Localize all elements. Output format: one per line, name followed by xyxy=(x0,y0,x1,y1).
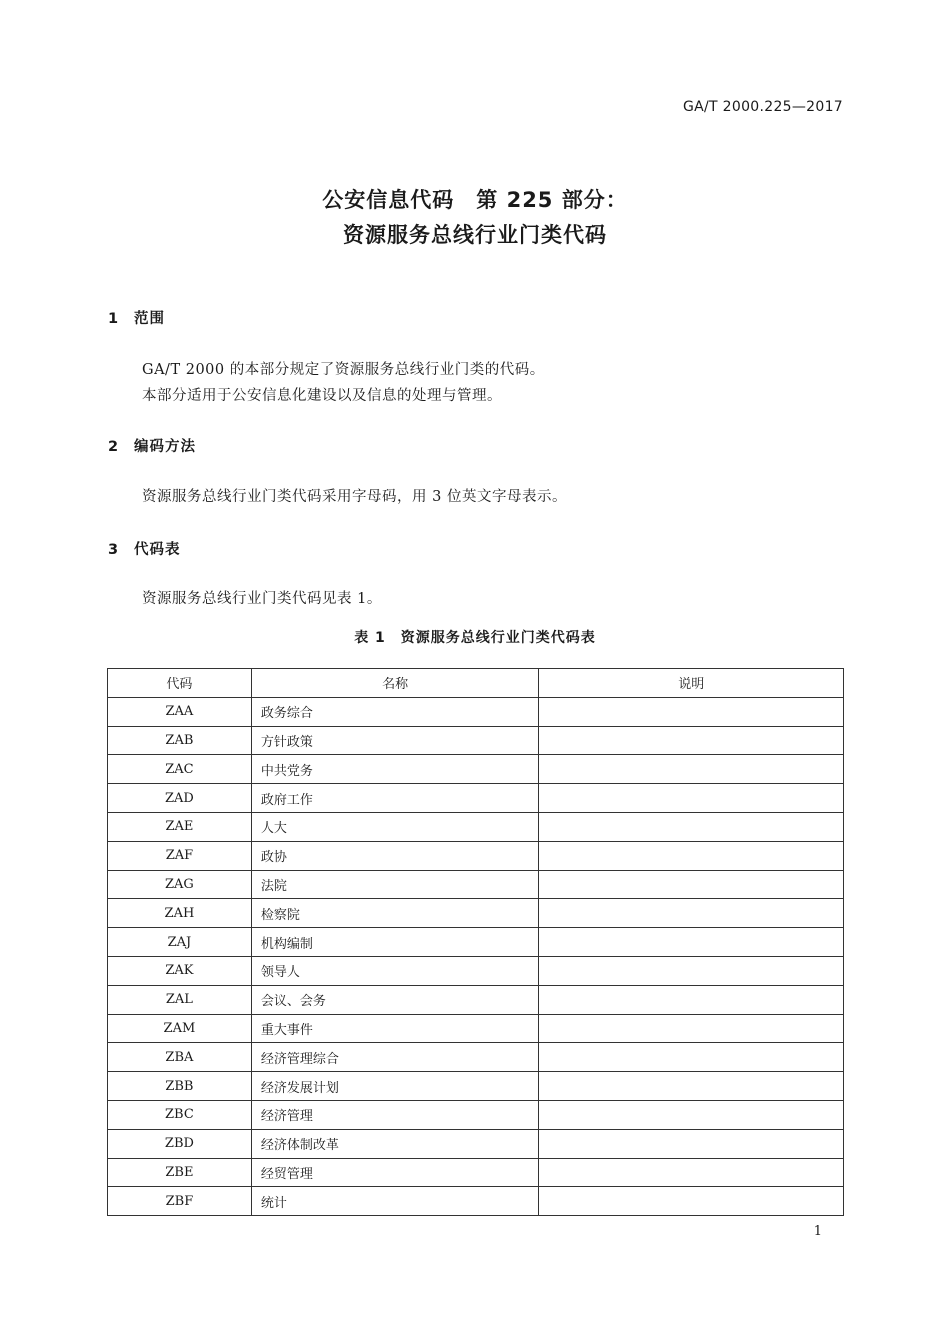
code-cell: ZAB xyxy=(108,726,252,755)
table-row xyxy=(108,985,844,1014)
code-cell: ZAG xyxy=(108,870,252,899)
paragraph: 本部分适用于公安信息化建设以及信息的处理与管理。 xyxy=(142,388,502,404)
table-row xyxy=(108,726,844,755)
section-heading-code-table xyxy=(108,538,181,559)
name-cell: 经济体制改革 xyxy=(251,1129,539,1158)
name-cell: 统计 xyxy=(251,1187,539,1216)
standard-number: GA/T 2000.225—2017 xyxy=(683,99,843,115)
section-heading-scope xyxy=(108,307,165,328)
name-cell: 经济管理综合 xyxy=(251,1043,539,1072)
note-cell xyxy=(539,755,844,784)
column-header-note: 说明 xyxy=(539,669,844,698)
paragraph: 资源服务总线行业门类代码采用字母码，用 3 位英文字母表示。 xyxy=(142,489,567,505)
section-title: 代码表 xyxy=(134,542,181,558)
code-cell: ZBC xyxy=(108,1100,252,1129)
name-cell: 政务综合 xyxy=(251,697,539,726)
code-cell: ZAE xyxy=(108,812,252,841)
code-cell: ZAL xyxy=(108,985,252,1014)
section-heading-encoding xyxy=(108,435,196,456)
note-cell xyxy=(539,985,844,1014)
name-cell: 政府工作 xyxy=(251,784,539,813)
section-number: 2 xyxy=(108,439,120,455)
name-cell: 会议、会务 xyxy=(251,985,539,1014)
name-cell: 检察院 xyxy=(251,899,539,928)
note-cell xyxy=(539,956,844,985)
table-row xyxy=(108,841,844,870)
column-header-name: 名称 xyxy=(251,669,539,698)
note-cell xyxy=(539,1100,844,1129)
name-cell: 领导人 xyxy=(251,956,539,985)
code-cell: ZAJ xyxy=(108,928,252,957)
paragraph: GA/T 2000 的本部分规定了资源服务总线行业门类的代码。 xyxy=(142,362,545,378)
table-caption: 表 1 资源服务总线行业门类代码表 xyxy=(354,630,596,646)
note-cell xyxy=(539,812,844,841)
table-row xyxy=(108,870,844,899)
note-cell xyxy=(539,784,844,813)
code-cell: ZAF xyxy=(108,841,252,870)
table-row xyxy=(108,1187,844,1216)
table-row xyxy=(108,755,844,784)
table-row xyxy=(108,697,844,726)
table-row xyxy=(108,1129,844,1158)
code-table xyxy=(107,668,844,1216)
note-cell xyxy=(539,928,844,957)
column-header-code: 代码 xyxy=(108,669,252,698)
note-cell xyxy=(539,899,844,928)
table-row xyxy=(108,899,844,928)
table-row xyxy=(108,784,844,813)
note-cell xyxy=(539,841,844,870)
name-cell: 经济管理 xyxy=(251,1100,539,1129)
note-cell xyxy=(539,1187,844,1216)
table-row xyxy=(108,1100,844,1129)
code-cell: ZAD xyxy=(108,784,252,813)
document-title-line2: 资源服务总线行业门类代码 xyxy=(343,223,607,247)
code-cell: ZAA xyxy=(108,697,252,726)
paragraph: 资源服务总线行业门类代码见表 1。 xyxy=(142,591,382,607)
section-number: 3 xyxy=(108,542,120,558)
note-cell xyxy=(539,1043,844,1072)
code-cell: ZBA xyxy=(108,1043,252,1072)
table-row xyxy=(108,812,844,841)
name-cell: 人大 xyxy=(251,812,539,841)
name-cell: 经济发展计划 xyxy=(251,1072,539,1101)
code-cell: ZBB xyxy=(108,1072,252,1101)
note-cell xyxy=(539,1129,844,1158)
name-cell: 重大事件 xyxy=(251,1014,539,1043)
table-row xyxy=(108,1014,844,1043)
note-cell xyxy=(539,697,844,726)
code-cell: ZBF xyxy=(108,1187,252,1216)
table-row xyxy=(108,1043,844,1072)
page-number: 1 xyxy=(813,1224,822,1239)
note-cell xyxy=(539,1072,844,1101)
section-title: 范围 xyxy=(134,311,165,327)
table-row xyxy=(108,1072,844,1101)
document-title-line1: 公安信息代码 第 225 部分： xyxy=(322,188,628,212)
table-header-row xyxy=(108,669,844,698)
section-title: 编码方法 xyxy=(134,439,196,455)
note-cell xyxy=(539,726,844,755)
name-cell: 法院 xyxy=(251,870,539,899)
name-cell: 政协 xyxy=(251,841,539,870)
name-cell: 中共党务 xyxy=(251,755,539,784)
name-cell: 机构编制 xyxy=(251,928,539,957)
note-cell xyxy=(539,870,844,899)
code-cell: ZBE xyxy=(108,1158,252,1187)
code-cell: ZAK xyxy=(108,956,252,985)
table-row xyxy=(108,1158,844,1187)
code-cell: ZAM xyxy=(108,1014,252,1043)
table-row xyxy=(108,928,844,957)
code-cell: ZAH xyxy=(108,899,252,928)
name-cell: 方针政策 xyxy=(251,726,539,755)
note-cell xyxy=(539,1014,844,1043)
code-cell: ZBD xyxy=(108,1129,252,1158)
code-cell: ZAC xyxy=(108,755,252,784)
section-number: 1 xyxy=(108,311,120,327)
note-cell xyxy=(539,1158,844,1187)
table-row xyxy=(108,956,844,985)
name-cell: 经贸管理 xyxy=(251,1158,539,1187)
